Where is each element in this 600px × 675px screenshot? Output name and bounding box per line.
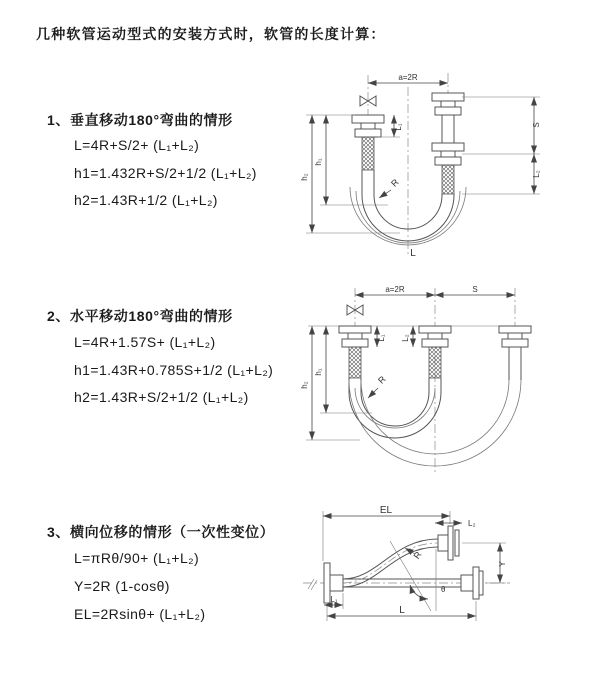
diagram-lateral-displacement [298, 493, 595, 653]
dim-label-l2: L₂ [401, 334, 410, 342]
break-symbol [308, 579, 317, 590]
length-label: L [410, 248, 416, 259]
right-flange-lower [432, 143, 464, 194]
dim-label-s: S [472, 285, 478, 294]
dim-label-l1: L₁ [394, 123, 403, 131]
dim-label-a2r: a=2R [385, 285, 405, 294]
right-flange-original [461, 567, 483, 599]
dimension-l2 [435, 519, 476, 528]
section-1-heading: 1、垂直移动180°弯曲的情形 [47, 112, 233, 128]
section-3-formula-l: L=πRθ/90+ (L₁+L₂) [74, 550, 200, 566]
section-3-heading: 3、横向位移的情形（一次性变位） [47, 524, 275, 540]
dim-label-a2r: a=2R [398, 73, 418, 82]
section-3-formula-y: Y=2R (1-cosθ) [74, 578, 170, 594]
dimension-h2 [300, 115, 400, 233]
radius-label: R [411, 549, 424, 561]
section-2-heading: 2、水平移动180°弯曲的情形 [47, 308, 233, 324]
diagram-vertical-180-bend [300, 65, 590, 260]
dimension-l1 [377, 326, 386, 347]
dim-label-s: S [532, 122, 541, 128]
right-flange-upper [432, 93, 464, 143]
dimension-s [462, 97, 541, 194]
radius-callout [379, 177, 401, 198]
dim-label-h1: h₁ [314, 368, 323, 376]
radius-callout [405, 548, 424, 561]
dim-label-el: EL [379, 505, 393, 516]
page-title: 几种软管运动型式的安装方式时，软管的长度计算： [36, 26, 386, 42]
diagram-horizontal-180-bend [300, 280, 590, 478]
dim-label-y: Y [498, 561, 507, 567]
left-flange [352, 115, 384, 170]
middle-flange [419, 326, 451, 378]
section-2-formula-h1: h1=1.43R+0.785S+1/2 (L₁+L₂) [74, 362, 274, 378]
radius-label: R [389, 177, 401, 189]
right-flange-displaced [438, 526, 459, 560]
left-flange [339, 326, 371, 378]
theta-label: θ [441, 585, 446, 594]
dimension-el [323, 505, 450, 561]
dimension-l2 [401, 326, 413, 347]
section-1-formula-l: L=4R+S/2+ (L₁+L₂) [74, 137, 200, 153]
dim-label-l: L [399, 605, 405, 616]
section-2-formula-l: L=4R+1.57S+ (L₁+L₂) [74, 334, 216, 350]
dim-label-h2: h₂ [300, 173, 309, 181]
dim-label-h1: h₁ [314, 158, 323, 166]
hose-u-bend-position-1 [349, 378, 441, 438]
dim-label-l1: L₁ [330, 595, 338, 604]
dimension-l [327, 601, 476, 621]
hose-displaced-position [343, 539, 438, 587]
radius-callout [368, 374, 388, 398]
radius-label: R [376, 374, 388, 386]
section-2-formula-h2: h2=1.43R+S/2+1/2 (L₁+L₂) [74, 389, 249, 405]
right-flange [499, 326, 531, 380]
dim-label-l2: L₂ [532, 170, 541, 178]
section-1-formula-h1: h1=1.432R+S/2+1/2 (L₁+L₂) [74, 165, 257, 181]
section-1-formula-h2: h2=1.43R+1/2 (L₁+L₂) [74, 192, 218, 208]
dim-label-l2: L₂ [468, 519, 476, 528]
dim-label-h2: h₂ [300, 381, 309, 389]
section-3-formula-el: EL=2Rsinθ+ (L₁+L₂) [74, 606, 206, 622]
dim-label-l1: L₁ [377, 334, 386, 342]
